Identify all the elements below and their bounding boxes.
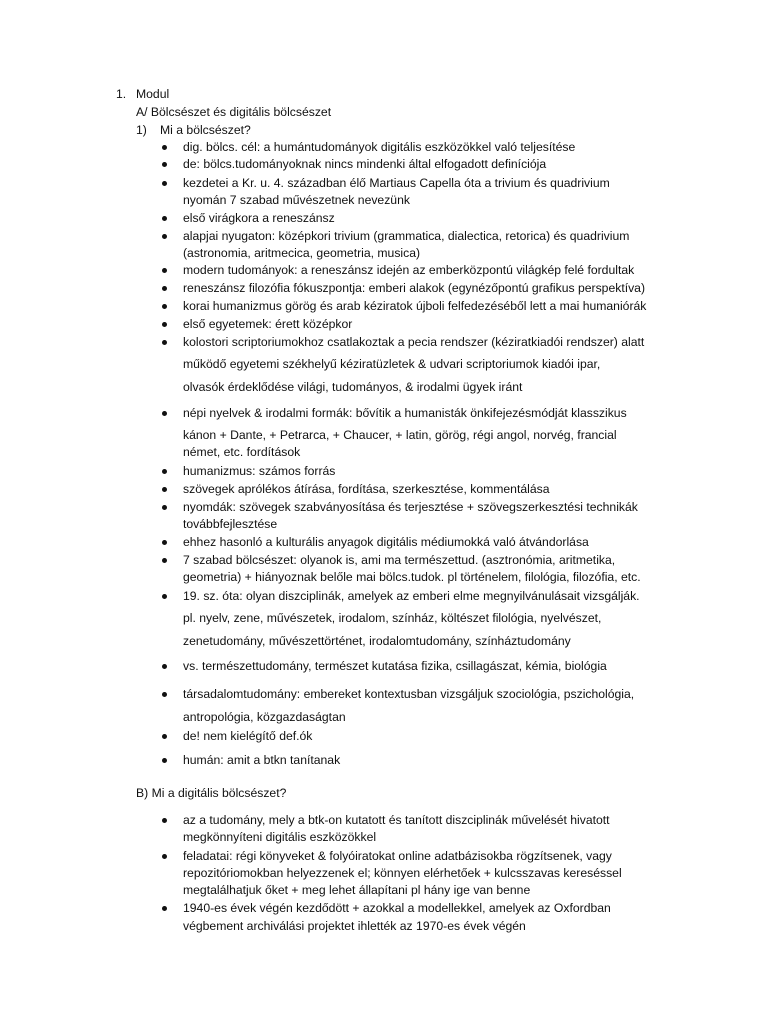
list-item-text: kolostori scriptoriumokhoz csatlakoztak a pecia rendszer (kéziratkiadói rendszer) alatt — [183, 335, 645, 349]
bullet-icon — [162, 906, 167, 911]
list-item-text: geometria) + hiányoznak belőle mai bölcs.tudok. pl történelem, filológia, filozófia, etc. — [183, 570, 641, 584]
bullet-icon — [162, 340, 167, 345]
list-item-text: továbbfejlesztése — [183, 517, 278, 531]
list-item-text: (astronomia, aritmecica, geometria, musica) — [183, 246, 421, 260]
list-item-text: megkönnyíteni digitális eszközökkel — [183, 830, 377, 844]
bullet-icon — [162, 734, 167, 739]
list-item-text: repozitóriomokban helyezzenek el; könnyen elérhetőek + kulcsszavas kereséssel — [183, 866, 622, 880]
list-item-text: működő egyetemi székhelyű kéziratüzletek & udvari scriptoriumok kiadói ipar, — [183, 357, 601, 371]
list-item-text: végbement archiválási projektet ihlették az 1970-es évek végén — [183, 919, 526, 933]
list-item-text: humanizmus: számos forrás — [183, 464, 336, 478]
bullet-icon — [162, 540, 167, 545]
list-item-text: első virágkora a reneszánsz — [183, 211, 335, 225]
list-item-text: feladatai: régi könyveket & folyóiratokat online adatbázisokba rögzítsenek, vagy — [183, 849, 612, 863]
bullet-icon — [162, 664, 167, 669]
list-item-text: olvasók érdeklődése világi, tudományos, & irodalmi ügyek iránt — [183, 380, 523, 394]
list-item-text: ehhez hasonló a kulturális anyagok digitális médiumokká való átvándorlása — [183, 535, 589, 549]
bullet-icon — [162, 594, 167, 599]
section-b-heading: B) Mi a digitális bölcsészet? — [136, 786, 287, 800]
bullet-icon — [162, 505, 167, 510]
list-item-text: 1940-es évek végén kezdődött + azokkal a modellekkel, amelyek az Oxfordban — [183, 901, 611, 915]
bullet-icon — [162, 558, 167, 563]
bullet-icon — [162, 234, 167, 239]
list-item-text: humán: amit a btkn tanítanak — [183, 753, 341, 767]
list-item-text: kánon + Dante, + Petrarca, + Chaucer, + latin, görög, régi angol, norvég, francial — [183, 428, 617, 442]
list-item-text: kezdetei a Kr. u. 4. században élő Martiaus Capella óta a trivium és quadrivium — [183, 176, 610, 190]
question-1-number: 1) — [136, 123, 147, 137]
list-item-text: de: bölcs.tudományoknak nincs mindenki által elfogadott definíciója — [183, 157, 547, 171]
bullet-icon — [162, 692, 167, 697]
bullet-icon — [162, 469, 167, 474]
section-a-heading: A/ Bölcsészet és digitális bölcsészet — [136, 105, 332, 119]
bullet-icon — [162, 304, 167, 309]
module-number: 1. — [116, 87, 127, 101]
list-item-text: modern tudományok: a reneszánsz idején az emberközpontú világkép felé fordultak — [183, 263, 635, 277]
bullet-icon — [162, 854, 167, 859]
bullet-icon — [162, 286, 167, 291]
list-item-text: nyomdák: szövegek szabványosítása és terjesztése + szövegszerkesztési technikák — [183, 500, 638, 514]
list-item-text: antropológia, közgazdaságtan — [183, 710, 346, 724]
list-item-text: alapjai nyugaton: középkori trivium (grammatica, dialectica, retorica) és quadrivium — [183, 229, 630, 243]
list-item-text: megtalálhatjuk őket + meg lehet állapítani pl hány ige van benne — [183, 883, 531, 897]
list-item-text: társadalomtudomány: embereket kontextusban vizsgáljuk szociológia, pszichológia, — [183, 687, 635, 701]
bullet-icon — [162, 216, 167, 221]
list-item-text: dig. bölcs. cél: a humántudományok digitális eszközökkel való teljesítése — [183, 140, 576, 154]
list-item-text: szövegek aprólékos átírása, fordítása, szerkesztése, kommentálása — [183, 482, 550, 496]
list-item-text: az a tudomány, mely a btk-on kutatott és tanított diszciplinák művelését hivatott — [183, 813, 610, 827]
list-item-text: 7 szabad bölcsészet: olyanok is, ami ma természettud. (asztronómia, aritmetika, — [183, 553, 616, 567]
list-item-text: zenetudomány, művészettörténet, irodalomtudomány, színháztudomány — [183, 634, 571, 648]
module-title: Modul — [136, 87, 170, 101]
list-item-text: népi nyelvek & irodalmi formák: bővítik a humanisták önkifejezésmódját klasszikus — [183, 406, 627, 420]
list-item-text: nyomán 7 szabad művészetnek nevezünk — [183, 193, 410, 207]
list-item-text: korai humanizmus görög és arab kéziratok újboli felfedezéséből lett a mai humaniórák — [183, 299, 647, 313]
list-item-text: első egyetemek: érett középkor — [183, 317, 353, 331]
bullet-icon — [162, 411, 167, 416]
list-item-text: német, etc. fordítások — [183, 445, 301, 459]
bullet-icon — [162, 268, 167, 273]
list-item-text: pl. nyelv, zene, művészetek, irodalom, színház, költészet filológia, nyelvészet, — [183, 611, 602, 625]
bullet-icon — [162, 322, 167, 327]
list-item-text: reneszánsz filozófia fókuszpontja: emberi alakok (egynézőpontú grafikus perspektíva) — [183, 281, 646, 295]
question-1-title: Mi a bölcsészet? — [160, 123, 251, 137]
bullet-icon — [162, 181, 167, 186]
bullet-icon — [162, 818, 167, 823]
bullet-icon — [162, 758, 167, 763]
list-item-text: vs. természettudomány, természet kutatása fizika, csillagászat, kémia, biológia — [183, 659, 607, 673]
bullet-icon — [162, 162, 167, 167]
list-item-text: 19. sz. óta: olyan diszciplinák, amelyek az emberi elme megnyilvánulásait vizsgálják. — [183, 589, 640, 603]
bullet-icon — [162, 145, 167, 150]
list-item-text: de! nem kielégítő def.ók — [183, 729, 313, 743]
bullet-icon — [162, 487, 167, 492]
